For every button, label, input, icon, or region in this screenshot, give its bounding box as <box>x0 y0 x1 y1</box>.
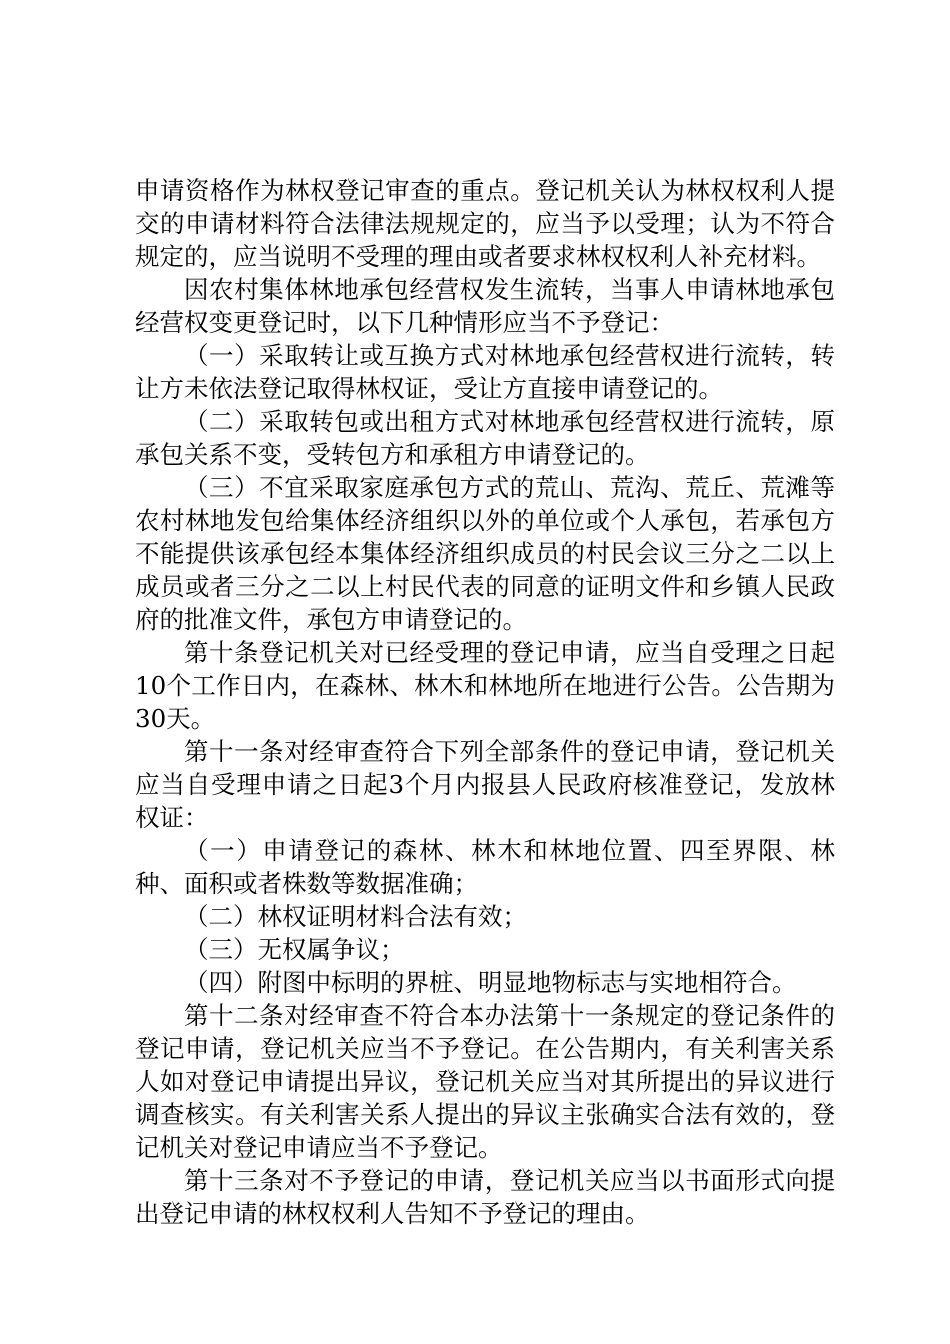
paragraph-condition-3: （三）无权属争议； <box>184 935 405 964</box>
document-body <box>135 174 835 1230</box>
paragraph-article-10: 第十条登记机关对已经受理的登记申请，应当自受理之日起10个工作日内，在森林、林木和林地所在地进行公告。公告期为30天。 <box>135 638 835 733</box>
paragraph-item-3: （三）不宜采取家庭承包方式的荒山、荒沟、荒丘、荒滩等农村林地发包给集体经济组织以外的单位或个人承包，若承包方不能提供该承包经本集体经济组织成员的村民会议三分之二以上成员或者三分之二以上村民代表的同意的证明文件和乡镇人民政府的批准文件，承包方申请登记的。 <box>135 473 835 634</box>
paragraph-item-2: （二）采取转包或出租方式对林地承包经营权进行流转，原承包关系不变，受转包方和承租方申请登记的。 <box>135 407 835 469</box>
paragraph-condition-4: （四）附图中标明的界桩、明显地物标志与实地相符合。 <box>184 968 797 997</box>
paragraph-article-13: 第十三条对不予登记的申请，登记机关应当以书面形式向提出登记申请的林权权利人告知不予登记的理由。 <box>135 1166 835 1228</box>
paragraph-continuation: 申请资格作为林权登记审查的重点。登记机关认为林权权利人提交的申请材料符合法律法规规定的，应当予以受理；认为不符合规定的，应当说明不受理的理由或者要求林权权利人补充材料。 <box>135 176 835 271</box>
paragraph-condition-1: （一）申请登记的森林、林木和林地位置、四至界限、林种、面积或者株数等数据准确； <box>135 836 835 898</box>
paragraph-transfer-intro: 因农村集体林地承包经营权发生流转，当事人申请林地承包经营权变更登记时，以下几种情形应当不予登记： <box>135 275 835 337</box>
paragraph-condition-2: （二）林权证明材料合法有效； <box>184 902 527 931</box>
paragraph-item-1: （一）采取转让或互换方式对林地承包经营权进行流转，转让方未依法登记取得林权证，受让方直接申请登记的。 <box>135 341 835 403</box>
paragraph-article-11: 第十一条对经审查符合下列全部条件的登记申请，登记机关应当自受理申请之日起3个月内报县人民政府核准登记，发放林权证： <box>135 737 835 832</box>
paragraph-article-12: 第十二条对经审查不符合本办法第十一条规定的登记条件的登记申请，登记机关应当不予登记。在公告期内，有关利害关系人如对登记申请提出异议，登记机关应当对其所提出的异议进行调查核实。有关利害关系人提出的异议主张确实合法有效的，登记机关对登记申请应当不予登记。 <box>135 1001 835 1162</box>
